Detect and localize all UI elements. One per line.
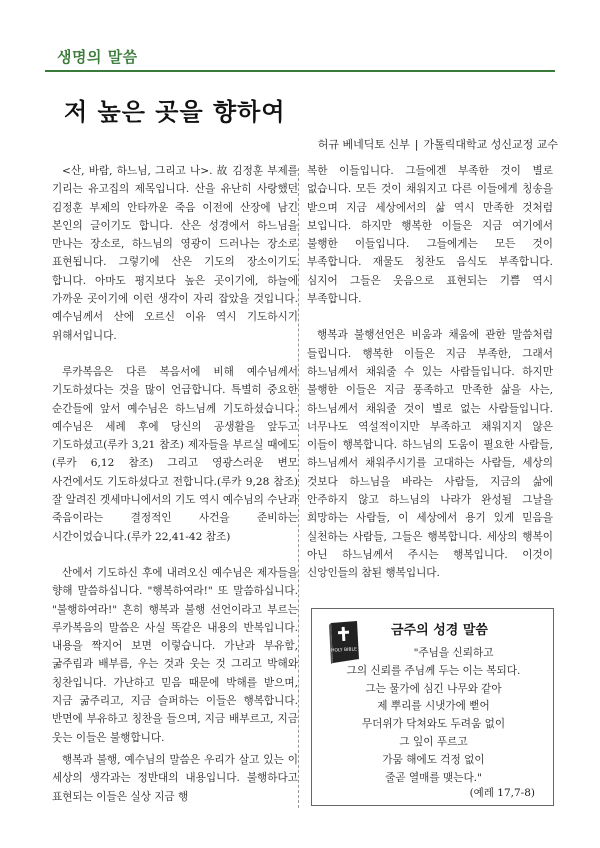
author-affiliation: 가톨릭대학교 성신교정 교수 [423,138,558,151]
paragraph: 산에서 기도하신 후에 내려오신 예수님은 제자들을 향해 말씀하십니다. "행복하여라!" 또 말씀하십니다. "불행하여라!" 흔히 행복과 불행 선언이라고 부르는 루카복음의 말씀은 사실 똑같은 내용의 반복입니다. 내용을 짝지어 보면 이렇습니다. 가난과 부유함, 굶주림과 배부름, 우는 것과 웃는 것 그리고 박해와 칭찬입니다. 가난하고 믿음 때문에 박해를 받으며, 지금 굶주리고, 지금 슬퍼하는 이들은 행복합니다. 반면에 부유하고 칭찬을 들으며, 지금 배부르고, 지금 웃는 이들은 불행합니다. [52,566,298,744]
verse-line: 무더위가 닥쳐와도 두려움 없이 [361,718,506,731]
section-divider [45,70,555,72]
verse-line: 줄곧 열매를 맺는다." [385,771,482,784]
verse-line: 가뭄 해에도 걱정 없이 [382,753,485,766]
byline-separator: | [414,138,419,151]
paragraph: <산, 바람, 하느님, 그리고 나>. 故 김정훈 부제를 기리는 유고집의 제목입니다. 산을 유난히 사랑했던 김정훈 부제의 안타까운 죽음 이전에 산장에 남긴 본인의 글이기도 합니다. 산은 성경에서 하느님을 만나는 장소로, 하느님의 영광이 드러나는 장소로 표현됩니다. 그렇기에 산은 기도의 장소이기도 합니다. 아마도 평지보다 높은 곳이기에, 하늘에 가까운 곳이기에 이런 생각이 자리 잡았을 것입니다. 예수님께서 산에 오르신 이유 역시 기도하시기 위해서입니다. [52,165,298,342]
verse-text [312,645,555,787]
paragraph: 복한 이들입니다. 그들에겐 부족한 것이 별로 없습니다. 모든 것이 채워지고 다른 이들에게 칭송을 받으며 지금 세상에서의 삶 역시 만족한 것처럼 보입니다. 하지만 행복한 이들은 지금 여기에서 불행한 이들입니다. 그들에게는 모든 것이 부족합니다. 재물도 칭찬도 음식도 부족합니다. 심지어 그들은 웃음으로 표현되는 기쁨 역시 부족합니다. [307,165,553,306]
left-column [52,162,298,824]
weekly-verse-box [311,608,554,806]
verse-line: 그는 물가에 심긴 나무와 같아 [365,682,502,695]
paragraph: 행복과 불행선언은 비움과 채움에 관한 말씀처럼 들립니다. 행복한 이들은 지금 부족한, 그래서 하느님께서 채워줄 수 있는 사람들입니다. 하지만 불행한 이들은 지금 풍족하고 만족한 삶을 사는, 하느님께서 채워줄 것이 별로 없는 사람들입니다. 너무나도 역설적이지만 부족하고 채워지지 않은 이들이 행복합니다. 하느님의 도움이 필요한 사람들, 하느님께서 채워주시기를 고대하는 사람들, 세상의 것보다 하느님을 바라는 사람들, 지금의 삶에 안주하지 않고 하느님의 나라가 완성될 그날을 희망하는 사람들, 이 세상에서 용기 있게 믿음을 실천하는 사람들, 그들은 행복합니다. 세상의 행복이 아닌 하느님께서 주시는 행복입니다. 이것이 신앙인들의 참된 행복입니다. [307,329,553,580]
section-title: 생명의 말씀 [57,48,138,66]
verse-box-title: 금주의 성경 말씀 [391,623,488,638]
paragraph: 루카복음은 다른 복음서에 비해 예수님께서 기도하셨다는 것을 많이 언급합니다. 특별히 중요한 순간들에 앞서 예수님은 하느님께 기도하셨습니다. 예수님은 세례 후에 당신의 공생활을 앞두고 기도하셨고(루카 3,21 참조) 제자들을 부르실 때에도(루카 6,12 참조) 그리고 영광스러운 변모 사건에서도 기도하셨다고 전합니다.(루카 9,28 참조) 잘 알려진 겟세마니에서의 기도 역시 예수님의 수난과 죽음이라는 결정적인 사건을 준비하는 시간이었습니다.(루카 22,41-42 참조) [52,365,298,543]
article-title: 저 높은 곳을 향하여 [64,98,286,126]
column-divider [298,168,299,808]
verse-line: "주님을 신뢰하고 [413,647,494,659]
byline [318,136,558,152]
bible-cover-text: HOLY BIBLE [330,647,358,654]
right-column [307,162,553,601]
verse-line: 그의 신뢰를 주님께 두는 이는 복되다. [346,664,521,677]
verse-line: 제 뿌리를 시냇가에 뻗어 [377,700,490,713]
verse-line: 그 잎이 푸르고 [399,735,468,748]
author-name: 허규 베네딕토 신부 [317,138,410,151]
verse-reference: (예레 17,7-8) [469,787,535,799]
section-header [45,42,555,68]
paragraph: 행복과 불행, 예수님의 말씀은 우리가 살고 있는 이 세상의 생각과는 정반대의 내용입니다. 불행하다고 표현되는 이들은 실상 지금 행 [52,753,298,803]
